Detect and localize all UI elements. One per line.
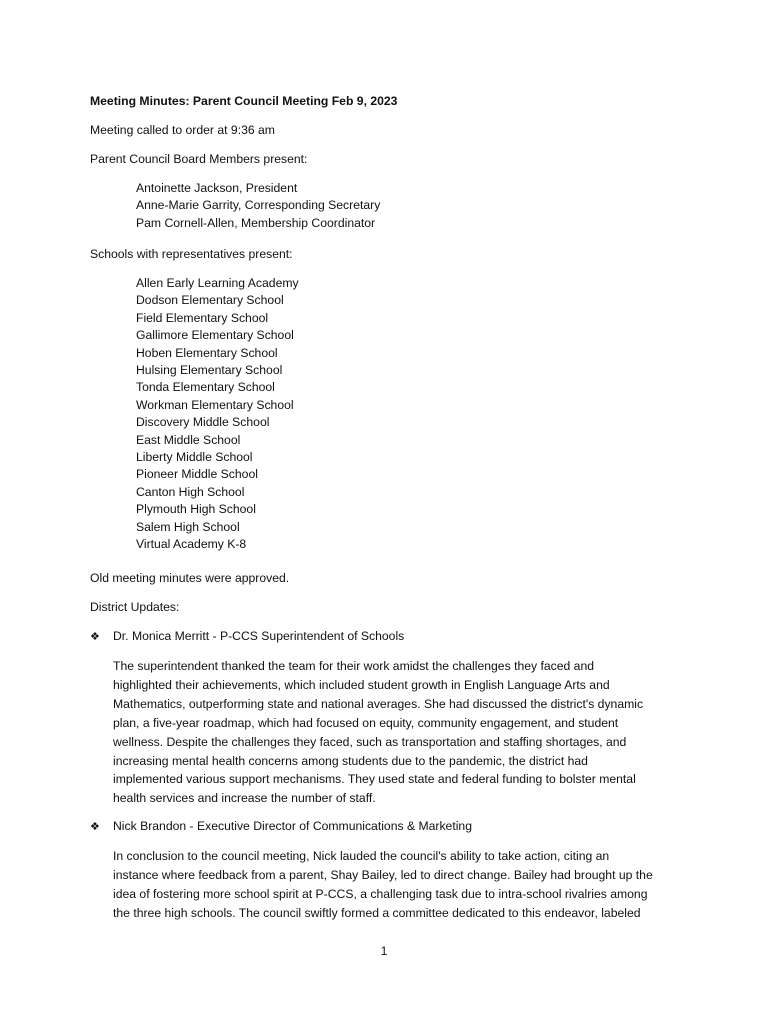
school-item: Tonda Elementary School	[136, 380, 275, 395]
paragraph-line: The superintendent thanked the team for their work amidst the challenges they faced and	[113, 659, 595, 673]
school-item: Dodson Elementary School	[136, 293, 284, 308]
school-item: Pioneer Middle School	[136, 467, 258, 482]
page-number: 1	[380, 944, 388, 958]
update-speaker: Dr. Monica Merritt - P-CCS Superintendent of Schools	[113, 629, 405, 643]
school-item: Allen Early Learning Academy	[136, 276, 299, 290]
school-item: Hulsing Elementary School	[136, 363, 283, 378]
school-item: Liberty Middle School	[136, 450, 253, 465]
page-title: Meeting Minutes: Parent Council Meeting Feb 9, 2023	[90, 94, 398, 108]
update-paragraph	[113, 847, 673, 923]
paragraph-line: implemented various support mechanisms. They used state and federal funding to bolster mental	[113, 772, 636, 787]
school-item: Hoben Elementary School	[136, 345, 278, 360]
update-speaker-row	[90, 629, 404, 643]
diamond-bullet-icon: ❖	[90, 631, 100, 643]
board-members-list	[136, 180, 380, 232]
schools-list	[136, 275, 299, 554]
school-item: Canton High School	[136, 484, 245, 499]
paragraph-line: plan, a five-year roadmap, which had focused on equity, community engagement, and student	[113, 715, 619, 730]
school-item: East Middle School	[136, 432, 241, 447]
paragraph-line: the three high schools. The council swiftly formed a committee dedicated to this endeavor, labeled	[113, 905, 641, 920]
paragraph-line: highlighted their achievements, which included student growth in English Language Arts and	[113, 677, 610, 692]
update-speaker: Nick Brandon - Executive Director of Communications & Marketing	[113, 819, 472, 833]
board-member-item: Pam Cornell-Allen, Membership Coordinator	[136, 215, 376, 230]
board-member-item: Antoinette Jackson, President	[136, 181, 298, 195]
school-item: Workman Elementary School	[136, 397, 294, 412]
paragraph-line: increasing mental health concerns among students due to the pandemic, the district had	[113, 753, 588, 768]
paragraph-line: instance where feedback from a parent, Shay Bailey, led to direct change. Bailey had brought up the	[113, 867, 653, 882]
call-to-order-text: Meeting called to order at 9:36 am	[90, 123, 275, 137]
paragraph-line: health services and increase the number of staff.	[113, 791, 376, 806]
school-item: Plymouth High School	[136, 502, 256, 517]
school-item: Gallimore Elementary School	[136, 328, 294, 343]
update-paragraph	[113, 657, 673, 808]
minutes-approved-text: Old meeting minutes were approved.	[90, 571, 290, 585]
diamond-bullet-icon: ❖	[90, 821, 100, 833]
paragraph-line: Mathematics, outperforming state and national averages. She had discussed the district's dynamic	[113, 696, 644, 711]
paragraph-line: wellness. Despite the challenges they faced, such as transportation and staffing shortages, and	[113, 734, 627, 749]
board-members-heading: Parent Council Board Members present:	[90, 152, 308, 166]
schools-heading: Schools with representatives present:	[90, 247, 293, 261]
school-item: Salem High School	[136, 519, 240, 534]
school-item: Virtual Academy K-8	[136, 537, 247, 552]
update-speaker-row	[90, 819, 472, 833]
school-item: Discovery Middle School	[136, 415, 270, 430]
paragraph-line: idea of fostering more school spirit at P-CCS, a challenging task due to intra-school rivalries among	[113, 886, 648, 901]
paragraph-line: In conclusion to the council meeting, Nick lauded the council's ability to take action, citing an	[113, 849, 610, 863]
board-member-item: Anne-Marie Garrity, Corresponding Secretary	[136, 198, 381, 213]
district-updates-heading: District Updates:	[90, 600, 180, 614]
school-item: Field Elementary School	[136, 310, 269, 325]
